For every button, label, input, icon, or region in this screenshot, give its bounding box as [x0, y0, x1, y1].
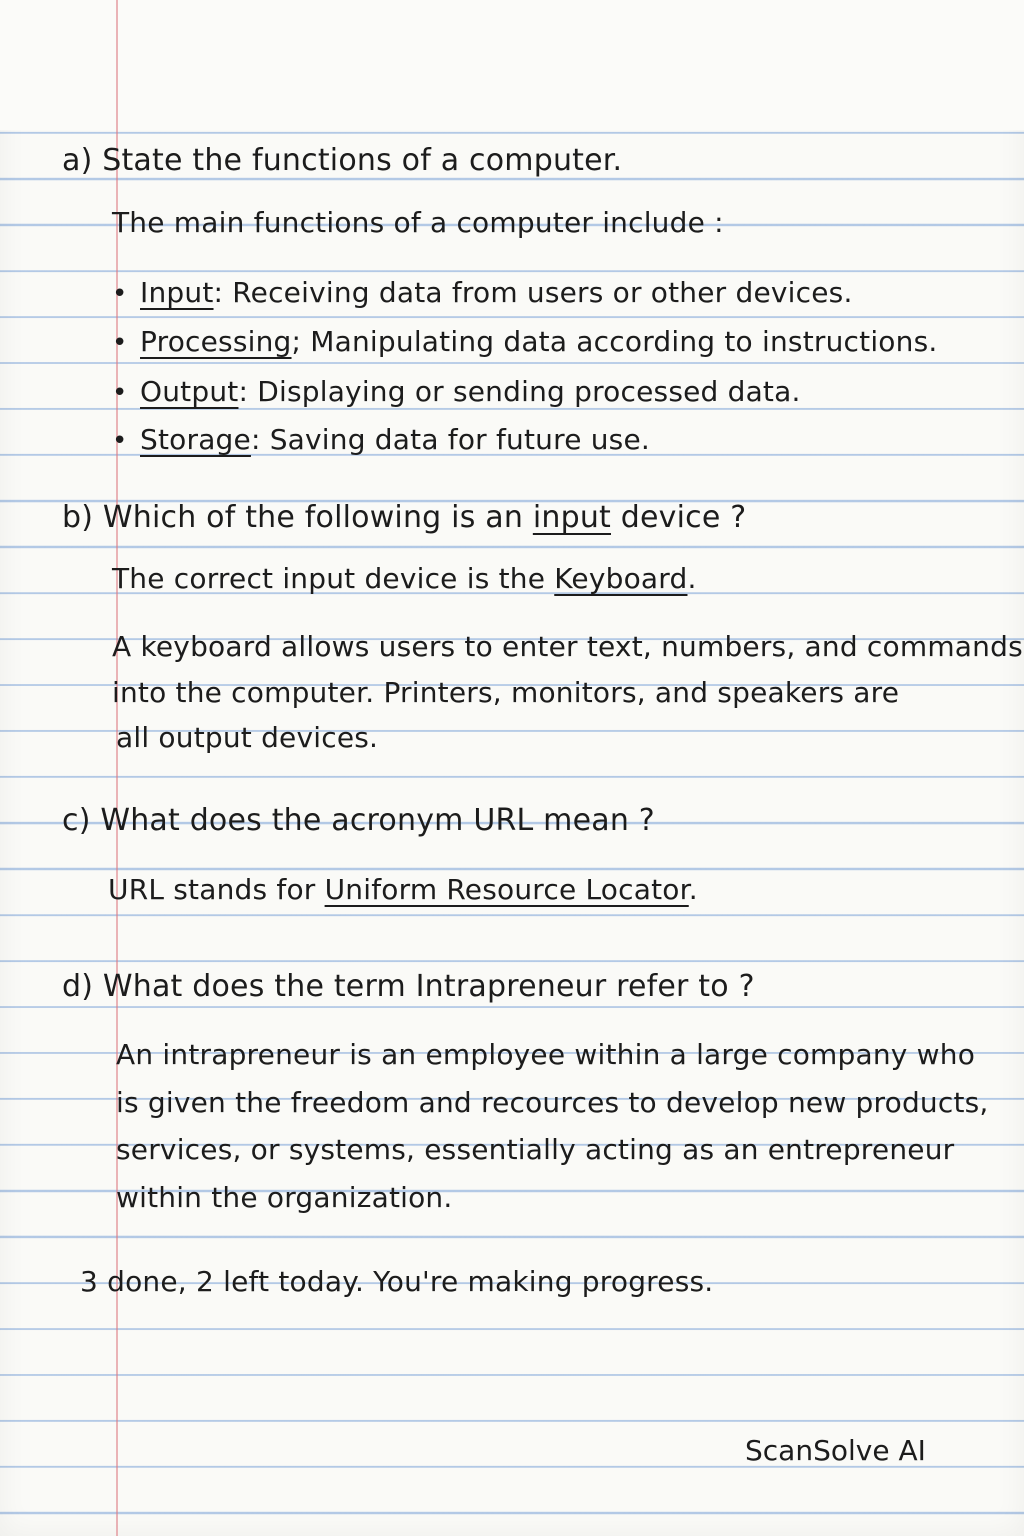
answer-b-end: .	[687, 562, 697, 595]
question-b-term: input	[532, 500, 611, 535]
answer-c-end: .	[688, 873, 698, 906]
list-item-storage	[140, 423, 650, 456]
desc-output: Displaying or sending processed data.	[257, 375, 801, 408]
list-item-input	[140, 276, 853, 309]
question-a: a) State the functions of a computer.	[62, 143, 623, 178]
desc-storage: Saving data for future use.	[269, 423, 650, 456]
term-output: Output	[140, 375, 239, 408]
answer-c-text: URL stands for	[108, 873, 316, 906]
answer-b-line-1: A keyboard allows users to enter text, numbers, and commands	[112, 630, 1023, 663]
bullet-icon: •	[112, 378, 128, 408]
list-item-output	[140, 375, 801, 408]
answer-b-line-2: into the computer. Printers, monitors, and speakers are	[112, 676, 900, 709]
separator: :	[250, 423, 261, 456]
bullet-icon: •	[112, 328, 128, 358]
term-storage: Storage	[140, 423, 251, 456]
bullet-icon: •	[112, 279, 128, 309]
answer-b-term: Keyboard	[554, 562, 688, 595]
answer-d-line-3: services, or systems, essentially acting as an entrepreneur	[116, 1133, 955, 1166]
credit-signature: ScanSolve AI	[745, 1434, 926, 1467]
answer-c-term: Uniform Resource Locator	[324, 873, 689, 906]
desc-processing: Manipulating data according to instructions.	[310, 325, 938, 358]
answer-c	[108, 873, 698, 906]
term-processing: Processing	[140, 325, 292, 358]
separator: :	[213, 276, 224, 309]
question-b-text: b) Which of the following is an	[62, 500, 524, 535]
page-header-band	[0, 0, 1024, 130]
separator: :	[238, 375, 249, 408]
answer-d-line-1: An intrapreneur is an employee within a large company who	[116, 1038, 976, 1071]
separator: ;	[291, 325, 302, 358]
list-item-processing	[140, 325, 937, 358]
bullet-icon: •	[112, 426, 128, 456]
term-input: Input	[140, 276, 214, 309]
answer-d-line-2: is given the freedom and recources to develop new products,	[116, 1086, 989, 1119]
progress-note: 3 done, 2 left today. You're making progress.	[80, 1265, 714, 1298]
answer-b-line-3: all output devices.	[116, 721, 379, 754]
answer-d-line-4: within the organization.	[116, 1181, 453, 1214]
question-c: c) What does the acronym URL mean ?	[62, 803, 655, 838]
question-b	[62, 500, 746, 535]
question-b-end: device ?	[620, 500, 747, 535]
answer-b-text: The correct input device is the	[112, 562, 546, 595]
desc-input: Receiving data from users or other devices.	[232, 276, 853, 309]
answer-b	[112, 562, 697, 595]
question-a-intro: The main functions of a computer include :	[112, 206, 724, 239]
question-d: d) What does the term Intrapreneur refer to ?	[62, 969, 755, 1004]
